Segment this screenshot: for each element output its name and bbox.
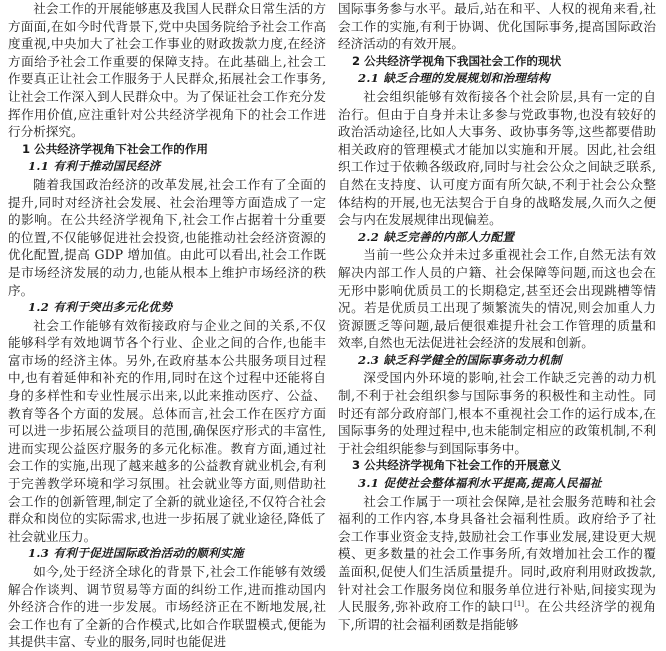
section-2-1-heading: 2.1 缺乏合理的发展规划和治理结构 bbox=[358, 71, 550, 86]
section-2-2-paragraph: 当前一些公众并未过多重视社会工作,自然无法有效解决内部工作人员的户籍、社会保障等问题,而这也会在无形中影响优质员工的长期稳定,甚至还会出现跳槽等情况。若是优质员工出现了频繁流失的情况,则会加重人力资源匮乏等问题,最后便很难提升社会工作管理的质量和效率,自然也无法促进社会经济的发展和创新。 bbox=[338, 247, 656, 351]
section-3-1-text-a: 社会工作属于一项社会保障,是社会服务范畴和社会福利的工作内容,本身具备社会福利性质。政府给予了社会工作事业资金支持,鼓励社会工作事业发展,建设更大规模、更多数量的社会工作事务所,有效增加社会工作的覆盖面积,促使人们生活质量提升。同时,政府利用财政拨款,针对社会工作服务岗位和服务单位进行补贴,间接实现为人民服务,弥补政府工作的缺口 bbox=[338, 493, 656, 615]
section-2-3-paragraph: 深受国内外环境的影响,社会工作缺乏完善的动力机制,不利于社会组织参与国际事务的积极性和主动性。同时还有部分政府部门,根本不重视社会工作的运行成本,在国际事务的处理过程中,也未能制定相应的政策机制,不利于社会组织能参与到国际事务中。 bbox=[338, 370, 656, 456]
section-1-heading: 1 公共经济学视角下社会工作的作用 bbox=[22, 141, 209, 156]
section-3-1-text-b: 。在公共经济学的视角下,所谓的社会福利函数是指能够 bbox=[338, 599, 657, 632]
section-1-1-paragraph: 随着我国政治经济的改革发展,社会工作有了全面的提升,同时对经济社会发展、社会治理等方面造成了一定的影响。在公共经济学视角下,社会工作占据着十分重要的位置,不仅能够促进社会投资,也能推动社会经济资源的优化配置,提高 GDP 增加值。由此可以看出,社会工作既是市场经济发展的动力,也能从根本上维护市场经济的秩序。 bbox=[8, 176, 326, 298]
section-1-3-paragraph: 如今,处于经济全球化的背景下,社会工作能够有效缓解合作谈判、调节贸易等方面的纠纷工作,进而推动国内外经济合作的进一步发展。市场经济正在不断地发展,社会工作也有了全新的合作模式,比如合作联盟模式,便能为其提供丰富、专业的服务,同时也能促进 bbox=[8, 564, 326, 650]
citation-marker: [1] bbox=[514, 600, 525, 608]
section-1-3-heading: 1.3 有利于促进国际政治活动的顺利实施 bbox=[28, 546, 244, 561]
section-1-1-heading: 1.1 有利于推动国民经济 bbox=[28, 159, 161, 174]
section-3-heading: 3 公共经济学视角下社会工作的开展意义 bbox=[352, 458, 562, 473]
section-2-3-heading: 2.3 缺乏科学健全的国际事务动力机制 bbox=[358, 352, 562, 367]
section-2-heading: 2 公共经济学视角下我国社会工作的现状 bbox=[352, 53, 562, 68]
section-1-2-heading: 1.2 有利于突出多元化优势 bbox=[28, 300, 173, 315]
intro-paragraph: 社会工作的开展能够惠及我国人民群众日常生活的方方面面,在如今时代背景下,党中央国务院给予社会工作高度重视,中央加大了社会工作事业的财政拨款力度,在经济方面给予社会工作重要的保障支持。在此基础上,社会工作要真正让社会工作服务于人民群众,拓展社会工作事务,让社会工作深入到人民群众中。为了保证社会工作充分发挥作用价值,应注重针对公共经济学视角下的社会工作进行分析探究。 bbox=[8, 1, 326, 140]
continued-paragraph: 国际事务参与水平。最后,站在和平、人权的视角来看,社会工作的实施,有利于协调、优化国际事务,提高国际政治经济活动的有效开展。 bbox=[338, 1, 656, 52]
left-column bbox=[8, 0, 326, 651]
right-column bbox=[338, 0, 656, 633]
section-1-2-paragraph: 社会工作能够有效衔接政府与企业之间的关系,不仅能够科学有效地调节各个行业、企业之间的合作,也能丰富市场的经济主体。另外,在政府基本公共服务项目过程中,也有着延伸和补充的作用,同时在这个过程中还能将自身的多样性和专业性展示出来,以此来推动医疗、公益、教育等各个方面的发展。总体而言,社会工作在医疗方面可以进一步拓展公益项目的范围,确保医疗形式的丰富性,进而实现公益医疗服务的多元化标准。教育方面,通过社会工作的实施,出现了越来越多的公益教育就业机会,有利于完善教学环境和学习氛围。社会就业等方面,则借助社会工作的创新管理,制定了全新的就业途径,不仅符合社会群众和岗位的实际需求,也进一步拓展了就业途径,降低了社会就业压力。 bbox=[8, 317, 326, 544]
section-3-1-heading: 3.1 促使社会整体福利水平提高,提高人民福祉 bbox=[358, 476, 602, 491]
section-2-1-paragraph: 社会组织能够有效衔接各个社会阶层,具有一定的自治行。但由于自身并未让多参与党政事物,也没有较好的政治活动途径,比如人大事务、政协事务等,这些都要借助相关政府的管理模式才能加以实施和开展。因此,社会组织工作过于依赖各级政府,同时与社会公众之间缺乏联系,自然在支持度、认可度方面有所欠缺,不利于社会公众整体结构的开展,也无法契合于自身的战略发展,久而久之便会与内在发展规律出现偏差。 bbox=[338, 88, 656, 228]
section-3-1-paragraph bbox=[338, 493, 656, 634]
section-2-2-heading: 2.2 缺乏完善的内部人力配置 bbox=[358, 229, 515, 244]
